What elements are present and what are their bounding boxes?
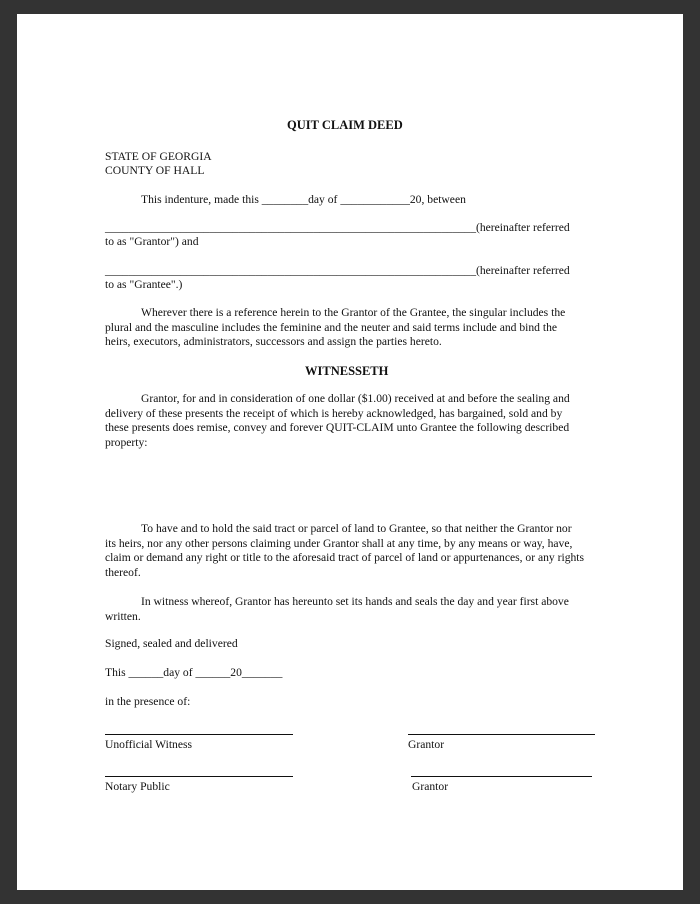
reference-paragraph: Wherever there is a reference herein to the Grantor of the Grantee, the singular includes the plural and the masculine includes the feminine and the neuter and said terms include and bind the heirs, executors, administrators, successors and assign the parties hereto. (105, 306, 566, 348)
witness-whereof-paragraph: In witness whereof, Grantor has hereunto set its hands and seals the day and year first above written. (105, 595, 569, 623)
grantor-name-line: ________________________________________________________________(hereinafter referred (105, 221, 570, 234)
signed-sealed-delivered: Signed, sealed and delivered (105, 637, 238, 650)
grantor-signature-label-2: Grantor (412, 780, 449, 793)
deed-page (17, 14, 683, 890)
notary-signature-label: Notary Public (105, 780, 170, 793)
habendum-paragraph: To have and to hold the said tract or parcel of land to Grantee, so that neither the Grantor nor its heirs, nor any other persons claiming under Grantor shall at any time, by any means or way, have, claim or demand any right or title to the aforesaid tract of parcel of land or appurtenances, or any rights thereof. (105, 522, 585, 579)
state-label: STATE OF GEORGIA (105, 150, 212, 163)
county-label: COUNTY OF HALL (105, 164, 205, 177)
grantor-signature-label-1: Grantor (408, 738, 445, 751)
document-title: QUIT CLAIM DEED (287, 118, 403, 132)
presence-label: in the presence of: (105, 695, 191, 708)
grantor-reference: to as "Grantor") and (105, 235, 199, 248)
grantee-name-line: ________________________________________________________________(hereinafter referred (105, 264, 570, 277)
consideration-paragraph: Grantor, for and in consideration of one dollar ($1.00) received at and before the sealing and delivery of these presents the receipt of which is hereby acknowledged, has bargained, sold and by these presents does remise, convey and forever QUIT-CLAIM unto Grantee the following described property: (105, 392, 570, 449)
witnesseth-heading: WITNESSETH (305, 364, 389, 378)
witness-signature-label: Unofficial Witness (105, 738, 193, 751)
notary-signature-line (105, 776, 293, 777)
execution-date-line: This ______day of ______20_______ (105, 666, 283, 679)
indenture-line: This indenture, made this ________day of ____________20, between (141, 193, 466, 206)
grantor-signature-line-2 (411, 776, 592, 777)
grantee-reference: to as "Grantee".) (105, 278, 183, 291)
witness-signature-line (105, 734, 293, 735)
grantor-signature-line-1 (408, 734, 595, 735)
